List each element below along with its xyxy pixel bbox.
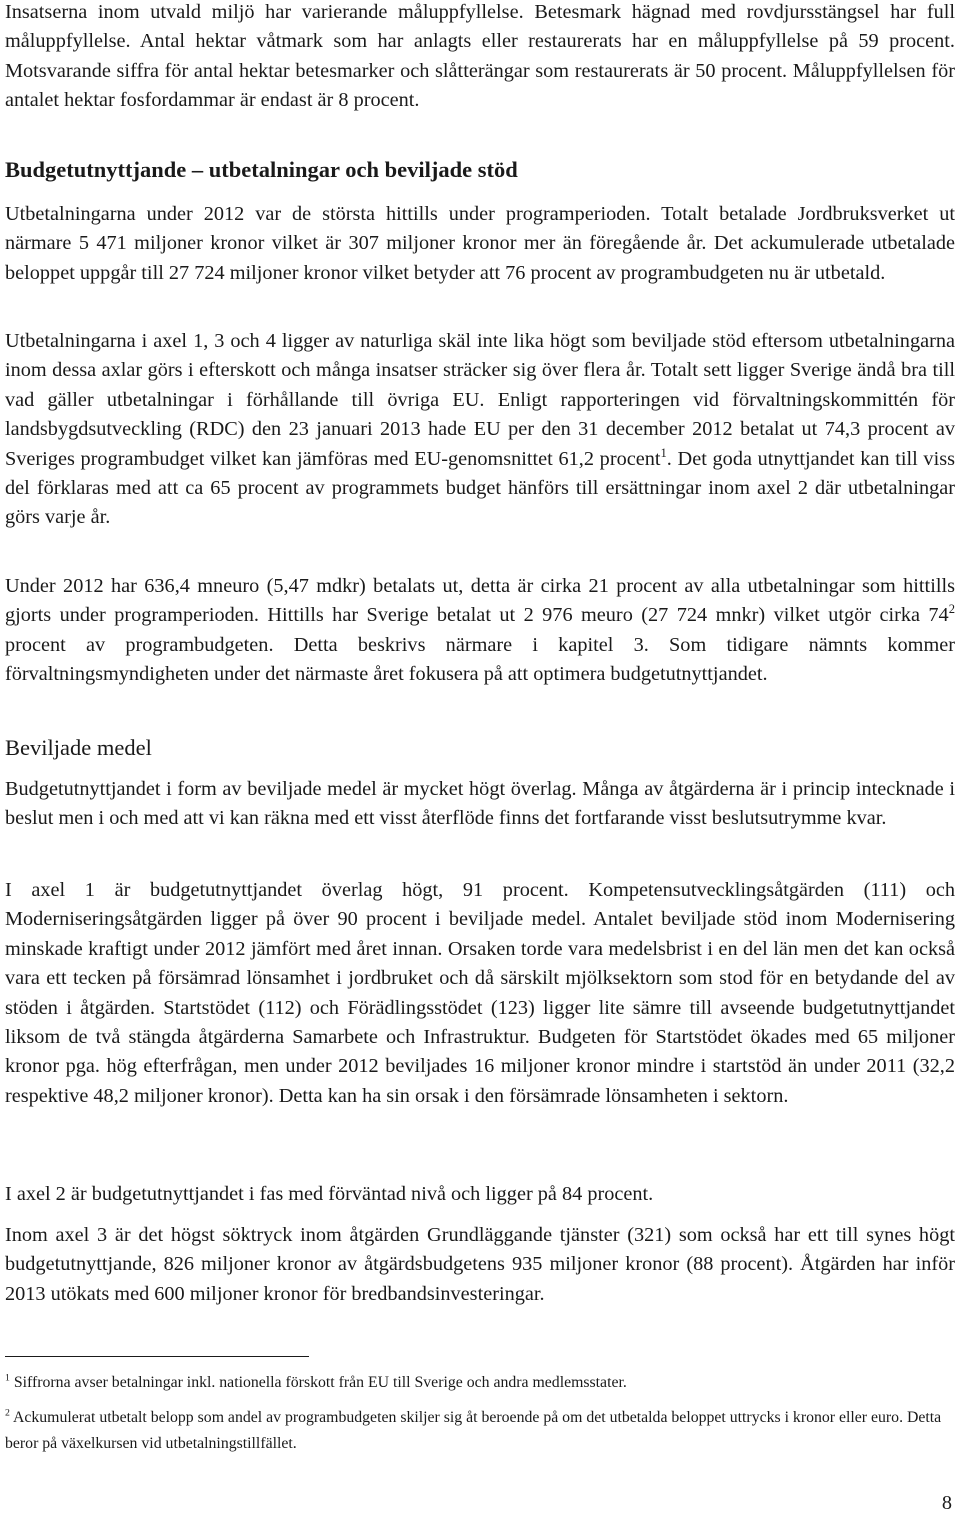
paragraph-utbetalningar-2012: Utbetalningarna under 2012 var de största hittills under programperioden. Totalt betalade Jordbruksverket ut närmare 5 471 miljoner kronor vilket är 307 miljoner kronor mer än föregående år. Det ackumulerade utbetalade beloppet uppgår till 27 724 miljoner kronor vilket betyder att 76 procent av programbudgeten nu är utbetald.	[5, 203, 955, 284]
paragraph-axel-2: I axel 2 är budgetutnyttjandet i fas med förväntad nivå och ligger på 84 procent.	[5, 1183, 654, 1205]
paragraph-text: Under 2012 har 636,4 mneuro (5,47 mdkr) betalats ut, detta är cirka 21 procent av alla utbetalningar som hittills gjorts under programperioden. Hittills har Sverige betalat ut 2 976 meuro (27 724 mnkr) vilket utgör cirka 74	[5, 575, 955, 627]
paragraph-under-2012	[5, 572, 955, 690]
footnote-text: Ackumulerat utbetalt belopp som andel av programbudgeten skiljer sig åt beroende på om det utbetalda beloppet uttrycks i kronor eller euro. Detta beror på växelkursen vid utbetalningstillfället.	[5, 1409, 942, 1452]
paragraph-text: Utbetalningarna i axel 1, 3 och 4 ligger av naturliga skäl inte lika högt som beviljade stöd eftersom utbetalningarna inom dessa axlar görs i efterskott och många insatser sträcker sig över flera år. Totalt sett ligger Sverige ändå bra till vad gäller utbetalningar i förhållande till övriga EU. Enligt rapporteringen vid förvaltningskommittén för landsbygdsutveckling (RDC) den 23 januari 2013 hade EU per den 31 december 2012 betalat ut 74,3 procent av Sveriges programbudget vilket kan jämföras med EU-genomsnittet 61,2 procent	[5, 330, 955, 470]
footnote-marker: 2	[5, 1407, 10, 1419]
section-heading-beviljade-medel: Beviljade medel	[5, 735, 152, 760]
paragraph-text: . Det goda utnyttjandet kan till viss del förklaras med att ca 65 procent av programmets budget hänförs till ersättningar inom axel 2 där utbetalningar görs varje år.	[5, 447, 955, 529]
footnote-1	[5, 1370, 945, 1396]
footnote-separator	[5, 1356, 309, 1357]
section-heading-budgetutnyttjande: Budgetutnyttjande – utbetalningar och beviljade stöd	[5, 157, 518, 182]
paragraph-text: procent av programbudgeten. Detta beskrivs närmare i kapitel 3. Som tidigare nämnts kommer förvaltningsmyndigheten under det närmaste året fokusera på att optimera budgetutnyttjandet.	[5, 633, 955, 686]
footnote-marker: 1	[5, 1372, 10, 1384]
paragraph-utbetalningar-axlar	[5, 327, 955, 533]
paragraph-axel-3: Inom axel 3 är det högst söktryck inom åtgärden Grundläggande tjänster (321) som också har ett till synes högt budgetutnyttjande, 826 miljoner kronor av åtgärdsbudgetens 935 miljoner kronor (88 procent). Åtgärden har inför 2013 utökats med 600 miljoner kronor för bredbandsinvesteringar.	[5, 1224, 955, 1305]
paragraph-beviljade-medel: Budgetutnyttjandet i form av beviljade medel är mycket högt överlag. Många av åtgärderna är i princip intecknade i beslut men i och med att vi kan räkna med ett visst återflöde finns det fortfarande visst beslutsutrymme kvar.	[5, 778, 955, 830]
footnote-2	[5, 1405, 945, 1456]
footnote-ref-1: 1	[660, 445, 667, 460]
paragraph-utvald-miljo: Insatserna inom utvald miljö har varierande måluppfyllelse. Betesmark hägnad med rovdjursstängsel har full måluppfyllelse. Antal hektar våtmark som har anlagts eller restaurerats har en måluppfyllelse på 59 procent. Motsvarande siffra för antal hektar betesmarker och slåtterängar som restaurerats är 50 procent. Måluppfyllelsen för antalet hektar fosfordammar är endast är 8 procent.	[5, 1, 955, 112]
footnote-text: Siffrorna avser betalningar inkl. nationella förskott från EU till Sverige och andra medlemsstater.	[9, 1374, 627, 1391]
page-number: 8	[941, 1492, 952, 1514]
footnote-ref-2: 2	[948, 602, 955, 617]
paragraph-axel-1: I axel 1 är budgetutnyttjandet överlag högt, 91 procent. Kompetensutvecklingsåtgärden (111) och Moderniseringsåtgärden ligger på över 90 procent i beviljade medel. Antalet beviljade stöd inom Modernisering minskade kraftigt under 2012 jämfört med året innan. Orsaken torde vara medelsbrist i en del län men det kan också vara ett tecken på försämrad lönsamhet i jordbruket och då särskilt mjölksektorn som stod för en betydande del av stöden i åtgärden. Startstödet (112) och Förädlingsstödet (123) ligger lite sämre till avseende budgetutnyttjandet liksom de två stängda åtgärderna Samarbete och Infrastruktur. Budgeten för Startstödet ökades med 65 miljoner kronor pga. hög efterfrågan, men under 2012 beviljades 16 miljoner kronor mindre i startstöd än under 2011 (32,2 respektive 48,2 miljoner kronor). Detta kan ha sin orsak i den försämrade lönsamheten i sektorn.	[5, 879, 955, 1107]
